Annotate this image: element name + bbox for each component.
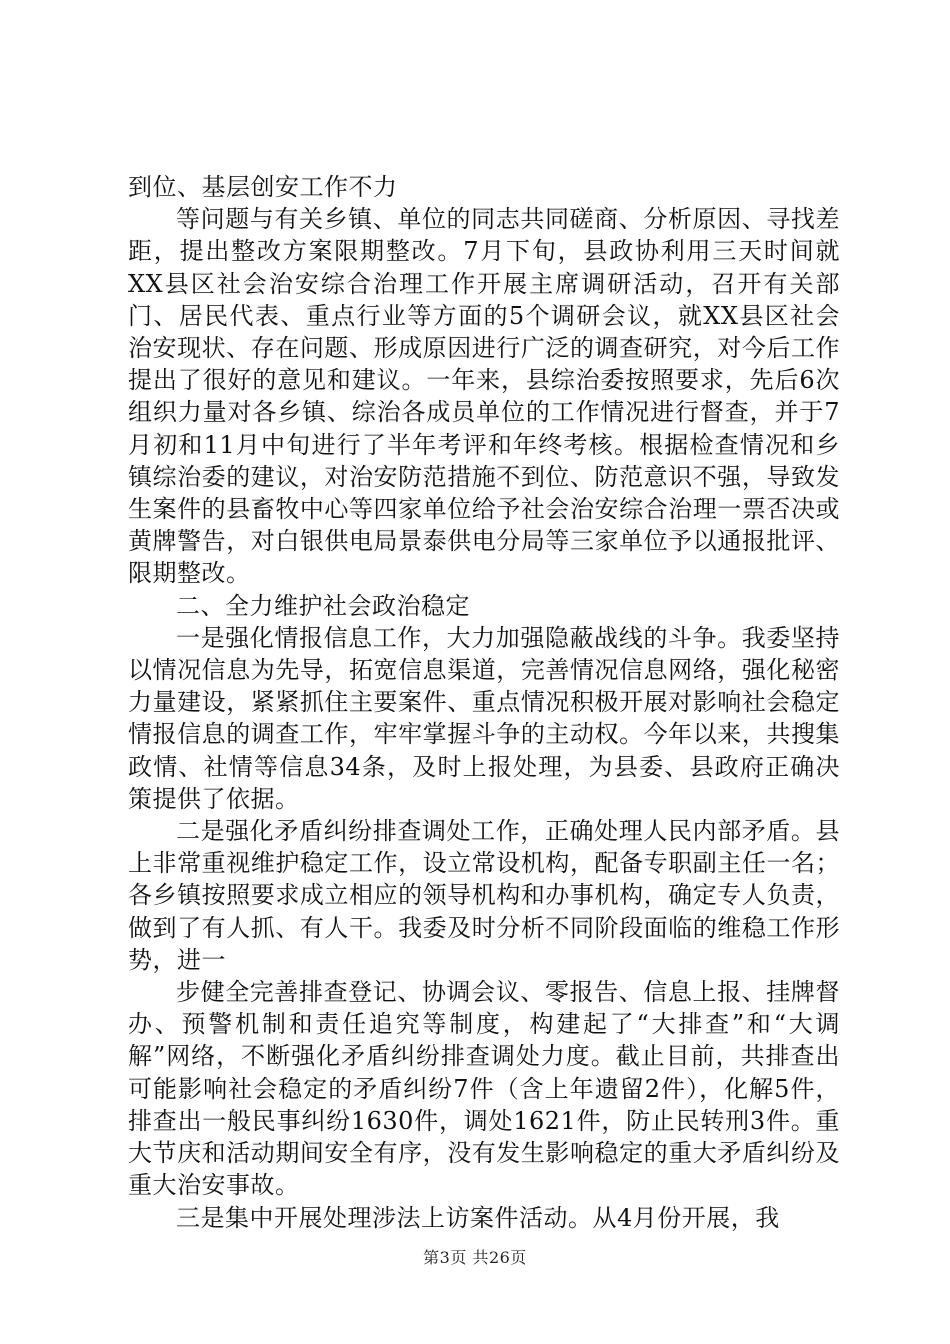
document-body (128, 171, 840, 1234)
body-paragraph: 到位、基层创安工作不力 (128, 173, 398, 201)
body-paragraph: 三是集中开展处理涉法上访案件活动。从4月份开展，我 (176, 1203, 780, 1232)
body-paragraph: 二、全力维护社会政治稳定 (176, 591, 470, 620)
body-paragraph: 二是强化矛盾纠纷排查调处工作，正确处理人民内部矛盾。县上非常重视维护稳定工作，设立常设机构，配备专职副主任一名；各乡镇按照要求成立相应的领导机构和办事机构，确定专人负责，做到了有人抓、有人干。我委及时分析不同阶段面临的维稳工作形势，进一 (128, 817, 840, 974)
page-footer: 第3页 共26页 (423, 1248, 527, 1267)
body-paragraph: 步健全完善排查登记、协调会议、零报告、信息上报、挂牌督办、预警机制和责任追究等制度，构建起了“大排查”和“大调解”网络，不断强化矛盾纠纷排查调处力度。截止目前，共排查出可能影响社会稳定的矛盾纠纷7件（含上年遗留2件），化解5件，排查出一般民事纠纷1630件，调处1621件，防止民转刑3件。重大节庆和活动期间安全有序，没有发生影响稳定的重大矛盾纠纷及重大治安事故。 (128, 978, 840, 1200)
body-paragraph: 等问题与有关乡镇、单位的同志共同磋商、分析原因、寻找差距，提出整改方案限期整改。7月下旬，县政协利用三天时间就XX县区社会治安综合治理工作开展主席调研活动，召开有关部门、居民代表、重点行业等方面的5个调研会议，就XX县区社会治安现状、存在问题、形成原因进行广泛的调查研究，对今后工作提出了很好的意见和建议。一年来，县综治委按照要求，先后6次组织力量对各乡镇、综治各成员单位的工作情况进行督查，并于7月初和11月中旬进行了半年考评和年终考核。根据检查情况和乡镇综治委的建议，对治安防范措施不到位、防范意识不强，导致发生案件的县畜牧中心等四家单位给予社会治安综合治理一票否决或黄牌警告，对白银供电局景泰供电分局等三家单位予以通报批评、限期整改。 (128, 205, 840, 588)
body-paragraph: 一是强化情报信息工作，大力加强隐蔽战线的斗争。我委坚持以情况信息为先导，拓宽信息渠道，完善情况信息网络，强化秘密力量建设，紧紧抓住主要案件、重点情况积极开展对影响社会稳定情报信息的调查工作，牢牢掌握斗争的主动权。今年以来，共搜集政情、社情等信息34条，及时上报处理，为县委、县政府正确决策提供了依据。 (128, 623, 840, 813)
